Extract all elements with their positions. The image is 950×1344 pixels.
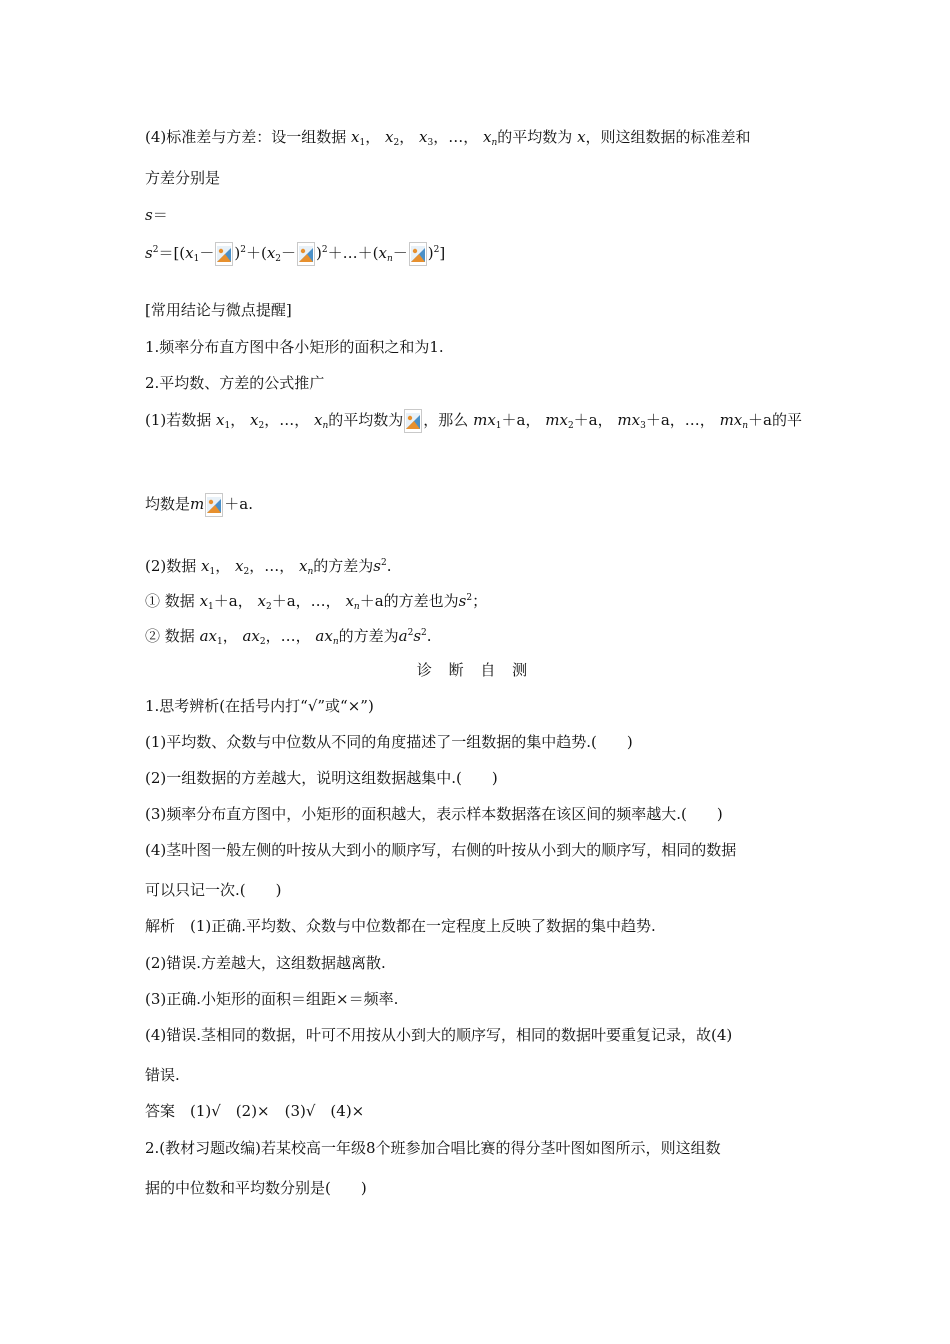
ellipsis: … (264, 557, 280, 575)
var: x (201, 557, 210, 575)
sub: 2 (243, 567, 250, 577)
var-xn: x (378, 244, 387, 262)
sub: 1 (495, 421, 502, 431)
question-1: 1.思考辨析(在括号内打“√”或“×”) (145, 697, 374, 715)
var: x (235, 557, 244, 575)
sup: 2 (321, 245, 328, 255)
sub: 2 (275, 254, 282, 264)
sub: n (491, 138, 498, 148)
s2-formula (145, 240, 445, 269)
tip-2: 2.平均数、方差的公式推广 (145, 374, 325, 392)
sub: 1 (224, 421, 231, 431)
ellipsis: … (448, 128, 464, 146)
sup: 2 (421, 628, 427, 638)
var: x (314, 411, 323, 429)
tips-heading: [常用结论与微点提醒] (145, 301, 292, 319)
text: 的平均数为 (497, 128, 573, 146)
ellipsis: … (280, 627, 296, 645)
sub: 1 (216, 637, 223, 647)
question-2: 2.(教材习题改编)若某校高一年级8个班参加合唱比赛的得分茎叶图如图所示，则这组数 (145, 1139, 721, 1157)
text: ； (472, 592, 488, 610)
text: 的平 (772, 411, 803, 429)
text: ＝[( (158, 244, 186, 262)
text: ＋( (245, 244, 267, 262)
question-1-3: (3)频率分布直方图中，小矩形的面积越大，表示样本数据落在该区间的频率越大.( ) (145, 805, 723, 823)
var-x1: x (351, 128, 360, 146)
sub: 1 (359, 138, 366, 148)
broken-image-icon (205, 493, 223, 517)
var: ax (315, 627, 333, 645)
var: x (250, 411, 259, 429)
var-x1: x (185, 244, 194, 262)
std-dev-definition-line-2: 方差分别是 (145, 169, 221, 187)
broken-image-icon (404, 409, 422, 433)
sub: 1 (208, 602, 214, 612)
text: ＋a. (224, 495, 253, 513)
text: ) (427, 244, 434, 262)
sub: 2 (265, 602, 272, 612)
text: － (281, 244, 297, 262)
ellipsis: … (279, 411, 295, 429)
tip-2-2: (2)数据 $x_1$， $x_2$，…， $x_n$的方差为$s^2$. (145, 557, 392, 577)
var-x2: x (385, 128, 394, 146)
text: (4)标准差与方差：设一组数据 (145, 128, 347, 146)
text: ，那么 (423, 411, 469, 429)
text: (2)数据 (145, 557, 197, 575)
sup: 2 (433, 245, 440, 255)
sub: 1 (209, 567, 216, 577)
text: ，则这组数据的标准差和 (585, 128, 751, 146)
var: s (413, 627, 422, 645)
analysis-3: (3)正确.小矩形的面积＝组距×＝频率. (145, 990, 399, 1008)
analysis-2: (2)错误.方差越大，这组数据越离散. (145, 954, 386, 972)
var: x (299, 557, 308, 575)
tip-2-1-cont (145, 493, 253, 517)
sub: 2 (258, 421, 265, 431)
var: s (373, 557, 381, 575)
text: ] (439, 244, 446, 262)
sub: 1 (193, 254, 200, 264)
var: ax (199, 627, 217, 645)
var: x (257, 592, 266, 610)
var-xn: x (483, 128, 492, 146)
s-formula (145, 205, 168, 225)
text: ① 数据 (145, 592, 195, 610)
var: mx (617, 411, 641, 429)
broken-image-icon (409, 242, 427, 266)
text: 均数是 (145, 495, 191, 513)
question-1-2: (2)一组数据的方差越大，说明这组数据越集中.( ) (145, 769, 498, 787)
sub: n (353, 602, 360, 612)
sub: 2 (567, 421, 574, 431)
question-2-cont: 据的中位数和平均数分别是( ) (145, 1179, 367, 1197)
sup: 2 (240, 245, 246, 255)
var-s: s (145, 206, 153, 224)
var: x (345, 592, 354, 610)
section-title: 诊 断 自 测 (416, 661, 534, 679)
sub: 3 (640, 421, 646, 431)
var-s: s (145, 244, 153, 262)
var: mx (719, 411, 743, 429)
analysis-1: 解析 (1)正确.平均数、众数与中位数都在一定程度上反映了数据的集中趋势. (145, 917, 656, 935)
sub: n (322, 421, 329, 431)
text: ＋a， (573, 411, 613, 429)
tip-2-2-b: ② 数据 $ax_1$， $ax_2$，…， $ax_n$的方差为$a^2s^2$. (145, 627, 432, 647)
sub: n (307, 567, 314, 577)
sub: 3 (427, 138, 434, 148)
broken-image-icon (215, 242, 233, 266)
std-dev-definition-line: (4)标准差与方差：设一组数据 $x_1$， $x_2$， $x_3$，…， $x_n$的平均数为 x，则这组数据的标准差和 (145, 128, 751, 148)
text: ) (316, 244, 322, 262)
tip-1: 1.频率分布直方图中各小矩形的面积之和为1. (145, 338, 444, 356)
question-1-4: (4)茎叶图一般左侧的叶按从大到小的顺序写，右侧的叶按从小到大的顺序写，相同的数据 (145, 841, 737, 859)
text: ＋a (748, 411, 772, 429)
var: x (199, 592, 209, 610)
sub: 2 (393, 138, 400, 148)
var-x3: x (419, 128, 428, 146)
text: － (199, 244, 215, 262)
analysis-4: (4)错误.茎相同的数据，叶可不用按从小到大的顺序写，相同的数据叶要重复记录，故(4) (145, 1026, 733, 1044)
text: ＋a (359, 592, 384, 610)
broken-image-icon (297, 242, 315, 266)
text: ＋a，…， (645, 411, 715, 429)
sup: 2 (152, 245, 159, 255)
text: － (392, 244, 408, 262)
text: 的方差为 (338, 627, 399, 645)
var: s (458, 592, 467, 610)
tip-2-1: (1)若数据 $x_1$， $x_2$，…， $x_n$的平均数为 ，那么 $mx_1+a$， $mx_2+a$， $mx_3+a$，…， $mx_n+a$的平 (145, 411, 803, 431)
text: ＋…＋( (327, 244, 379, 262)
text: . (426, 627, 432, 645)
var: mx (473, 411, 496, 429)
var: mx (545, 411, 568, 429)
question-1-4-cont: 可以只记一次.( ) (145, 881, 282, 899)
text: ＋a， (213, 592, 253, 610)
text: 的方差也为 (383, 592, 459, 610)
text: 的方差为 (313, 557, 374, 575)
sup: 2 (407, 628, 414, 638)
sub: n (332, 637, 339, 647)
sup: 2 (466, 593, 473, 603)
sub: n (742, 421, 749, 431)
text: ＋a， (501, 411, 541, 429)
sub: n (386, 254, 393, 264)
sub: 2 (259, 637, 266, 647)
text: . (386, 557, 392, 575)
text: ② 数据 (145, 627, 195, 645)
var: x (216, 411, 225, 429)
text: ＋a，…， (271, 592, 341, 610)
sup: 2 (381, 558, 387, 568)
var: ax (242, 627, 260, 645)
text: ＝ (152, 206, 168, 224)
tip-2-2-a (145, 588, 487, 617)
var: a (398, 627, 408, 645)
question-1-1: (1)平均数、众数与中位数从不同的角度描述了一组数据的集中趋势.( ) (145, 733, 633, 751)
answer-line: 答案 (1)√ (2)× (3)√ (4)× (145, 1102, 365, 1120)
var-x2: x (266, 244, 276, 262)
analysis-4-cont: 错误. (145, 1066, 180, 1084)
text: 的平均数为 (328, 411, 404, 429)
text: (1)若数据 (145, 411, 212, 429)
var: m (190, 495, 205, 513)
var-xbar: x (577, 128, 586, 146)
text: ) (234, 244, 241, 262)
